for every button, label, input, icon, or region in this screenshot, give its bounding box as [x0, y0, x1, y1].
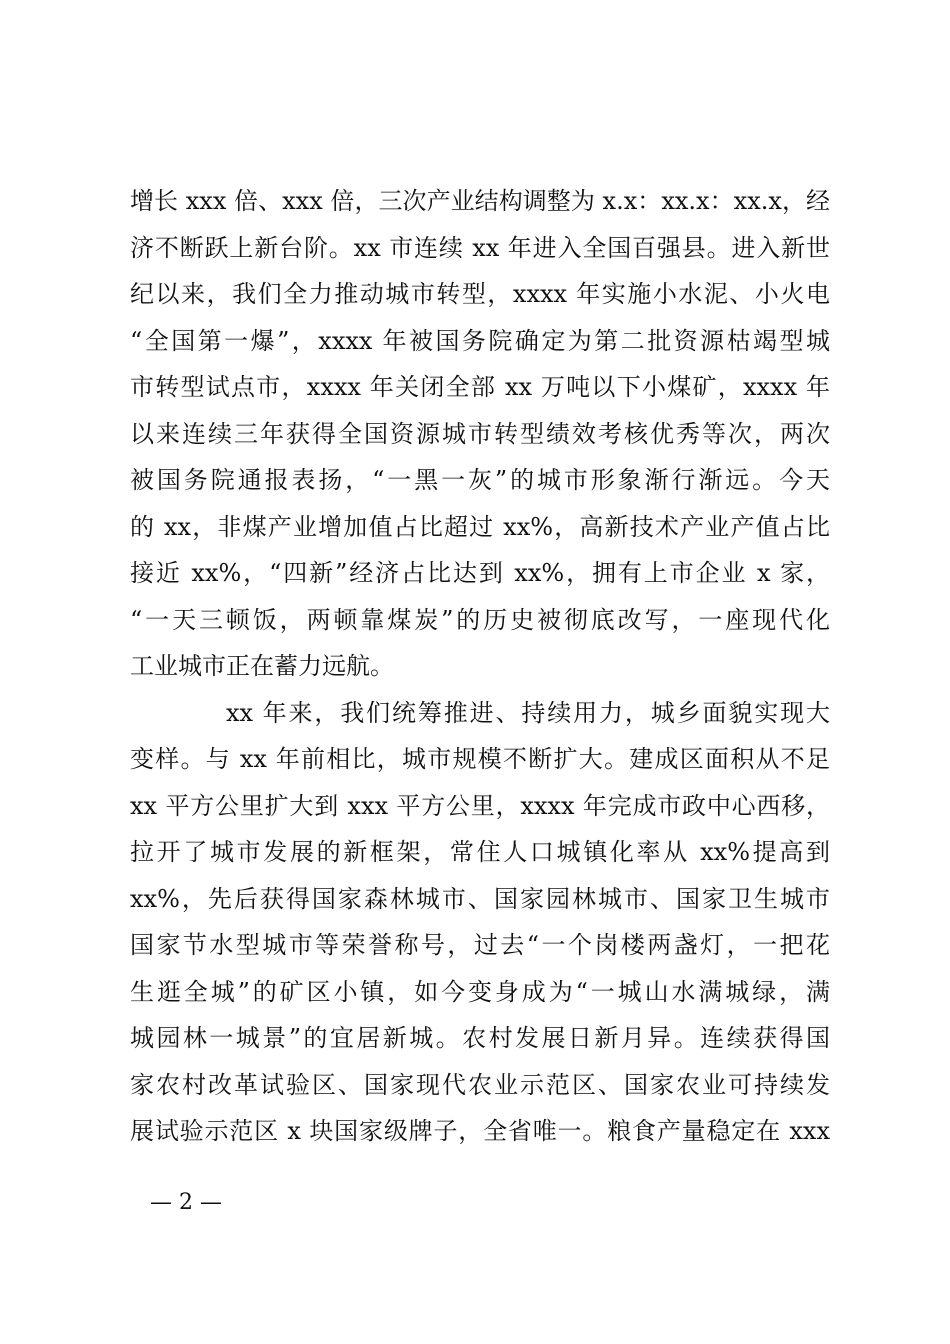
paragraph-2-line-10: 展试验示范区 x 块国家级牌子，全省唯一。粮食产量稳定在 xxx [130, 1117, 830, 1145]
paragraph-2-line-4: 拉开了城市发展的新框架，常住人口城镇化率从 xx%提高到 [130, 838, 830, 866]
paragraph-1-line-11: 工业城市正在蓄力远航。 [130, 652, 394, 680]
paragraph-2-line-5: xx%，先后获得国家森林城市、国家园林城市、国家卫生城市 [130, 884, 830, 913]
paragraph-1-line-8: 的 xx，非煤产业增加值占比超过 xx%，高新技术产业产值占比 [130, 512, 830, 541]
paragraph-1-line-6: 以来连续三年获得全国资源城市转型绩效考核优秀等次，两次 [130, 419, 830, 448]
paragraph-1-line-4: “全国第一爆”，xxxx 年被国务院确定为第二批资源枯竭型城 [130, 326, 830, 355]
paragraph-2-line-6: 国家节水型城市等荣誉称号，过去“一个岗楼两盏灯，一把花 [130, 931, 830, 959]
paragraph-1-line-2: 济不断跃上新台阶。xx 市连续 xx 年进入全国百强县。进入新世 [130, 233, 830, 262]
paragraph-2-line-3: xx 平方公里扩大到 xxx 平方公里，xxxx 年完成市政中心西移， [130, 791, 830, 820]
paragraph-1-line-5: 市转型试点市，xxxx 年关闭全部 xx 万吨以下小煤矿，xxxx 年 [130, 373, 830, 401]
paragraph-2-line-1: xx 年来，我们统筹推进、持续用力，城乡面貌实现大 [226, 698, 830, 727]
page-number: — 2 — [150, 1190, 222, 1215]
paragraph-1-line-10: “一天三顿饭，两顿靠煤炭”的历史被彻底改写，一座现代化 [130, 605, 830, 634]
paragraph-1-line-9: 接近 xx%，“四新”经济占比达到 xx%，拥有上市企业 x 家， [130, 559, 830, 587]
paragraph-1-line-3: 纪以来，我们全力推动城市转型，xxxx 年实施小水泥、小火电 [130, 280, 830, 308]
paragraph-2-line-2: 变样。与 xx 年前相比，城市规模不断扩大。建成区面积从不足 [130, 745, 830, 773]
paragraph-2-line-9: 家农村改革试验区、国家现代农业示范区、国家农业可持续发 [130, 1070, 830, 1099]
paragraph-2-line-8: 城园林一城景”的宜居新城。农村发展日新月异。连续获得国 [130, 1024, 830, 1052]
paragraph-1-line-7: 被国务院通报表扬，“一黑一灰”的城市形象渐行渐远。今天 [130, 466, 830, 494]
body-text [130, 178, 830, 1155]
paragraph-1-line-1: 增长 xxx 倍、xxx 倍，三次产业结构调整为 x.x：xx.x：xx.x，经 [130, 187, 830, 215]
paragraph-2-line-7: 生逛全城”的矿区小镇，如今变身成为“一城山水满城绿，满 [130, 977, 830, 1006]
